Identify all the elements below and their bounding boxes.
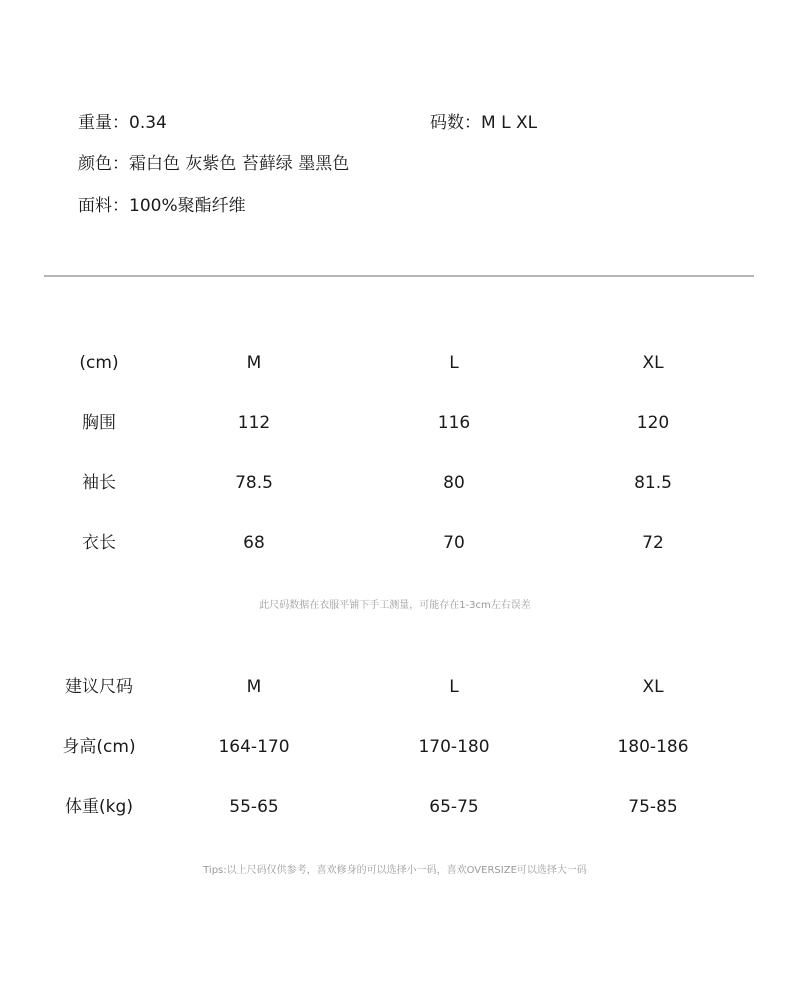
- table-cell: 81.5: [634, 473, 672, 493]
- weight-info: 重量：0.34: [78, 113, 167, 133]
- row-label-weight: 体重(kg): [65, 797, 133, 817]
- table-cell: 116: [437, 413, 471, 433]
- table-cell: 72: [642, 533, 664, 553]
- table-cell: 75-85: [628, 797, 678, 817]
- color-info: 颜色：霜白色 灰紫色 苔藓绿 墨黑色: [78, 154, 350, 174]
- table-cell: 78.5: [235, 473, 273, 493]
- table-cell: 65-75: [429, 797, 479, 817]
- table-cell: 164-170: [218, 737, 290, 757]
- table-cell: 55-65: [229, 797, 279, 817]
- table-cell: 68: [243, 533, 265, 553]
- size-info: 码数：M L XL: [430, 113, 538, 133]
- row-label-height: 身高(cm): [62, 737, 136, 757]
- row-label-chest: 胸围: [82, 413, 116, 433]
- measure-header-unit: (cm): [79, 353, 119, 373]
- table-cell: 180-186: [617, 737, 689, 757]
- measure-header-m: M: [246, 353, 262, 373]
- table-cell: 170-180: [418, 737, 490, 757]
- recommend-header-m: M: [246, 677, 262, 697]
- row-label-length: 衣长: [82, 533, 116, 553]
- recommend-header-l: L: [449, 677, 459, 697]
- table-cell: 112: [237, 413, 271, 433]
- recommend-header-label: 建议尺码: [65, 677, 133, 697]
- section-divider: [44, 275, 754, 277]
- recommend-header-xl: XL: [642, 677, 664, 697]
- measure-header-l: L: [449, 353, 459, 373]
- table-cell: 80: [443, 473, 465, 493]
- fabric-info: 面料：100%聚酯纤维: [78, 196, 246, 216]
- measure-header-xl: XL: [642, 353, 664, 373]
- table-cell: 70: [443, 533, 465, 553]
- recommend-tips: Tips:以上尺码仅供参考，喜欢修身的可以选择小一码，喜欢OVERSIZE可以选择大一码: [203, 865, 587, 876]
- table-cell: 120: [636, 413, 670, 433]
- row-label-sleeve: 袖长: [82, 473, 116, 493]
- measure-note: 此尺码数据在衣服平铺下手工测量，可能存在1-3cm左右误差: [259, 600, 531, 611]
